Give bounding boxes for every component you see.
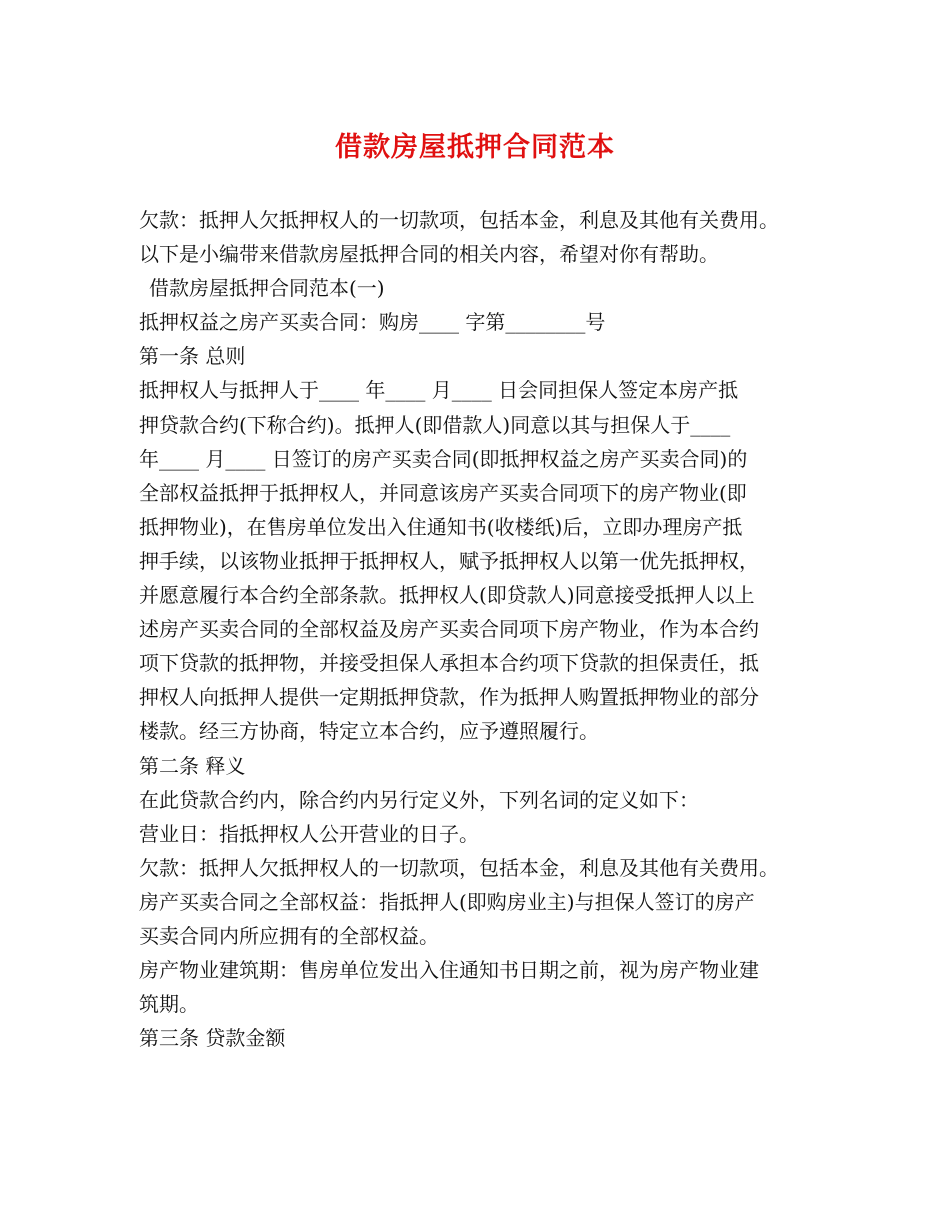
- paragraph-line: 抵押物业)，在售房单位发出入住通知书(收楼纸)后，立即办理房产抵: [139, 514, 743, 539]
- paragraph-line: 营业日：指抵押权人公开营业的日子。: [139, 821, 479, 846]
- article-heading: 第三条 贷款金额: [139, 1026, 286, 1051]
- paragraph-line: 筑期。: [139, 992, 199, 1017]
- paragraph-line: 楼款。经三方协商，特定立本合约，应予遵照履行。: [139, 719, 599, 744]
- paragraph-line: 抵押权益之房产买卖合同：购房____ 字第________号: [139, 310, 606, 335]
- paragraph-line: 全部权益抵押于抵押权人，并同意该房产买卖合同项下的房产物业(即: [139, 480, 747, 505]
- paragraph-line: 押权人向抵押人提供一定期抵押贷款，作为抵押人购置抵押物业的部分: [139, 685, 759, 710]
- paragraph-line: 押手续，以该物业抵押于抵押权人，赋予抵押权人以第一优先抵押权，: [139, 548, 759, 573]
- section-heading: 借款房屋抵押合同范本(一): [149, 276, 385, 301]
- paragraph-line: 年____ 月____ 日签订的房产买卖合同(即抵押权益之房产买卖合同)的: [139, 446, 748, 471]
- paragraph-line: 在此贷款合约内，除合约内另行定义外，下列名词的定义如下：: [139, 787, 699, 812]
- article-heading: 第一条 总则: [139, 344, 246, 369]
- paragraph-line: 欠款：抵押人欠抵押权人的一切款项，包括本金，利息及其他有关费用。: [139, 855, 779, 880]
- paragraph-line: 述房产买卖合同的全部权益及房产买卖合同项下房产物业，作为本合约: [139, 617, 759, 642]
- paragraph-line: 房产买卖合同之全部权益：指抵押人(即购房业主)与担保人签订的房产: [139, 889, 755, 914]
- paragraph-line: 欠款：抵押人欠抵押权人的一切款项，包括本金，利息及其他有关费用。: [139, 208, 779, 232]
- paragraph-line: 并愿意履行本合约全部条款。抵押权人(即贷款人)同意接受抵押人以上: [139, 583, 755, 608]
- paragraph-line: 抵押权人与抵押人于____ 年____ 月____ 日会同担保人签定本房产抵: [139, 378, 739, 403]
- document-title: 借款房屋抵押合同范本: [335, 132, 615, 163]
- document-body: [139, 203, 829, 1055]
- paragraph-line: 买卖合同内所应拥有的全部权益。: [139, 923, 439, 948]
- paragraph-line: 房产物业建筑期：售房单位发出入住通知书日期之前，视为房产物业建: [139, 958, 759, 983]
- paragraph-line: 以下是小编带来借款房屋抵押合同的相关内容，希望对你有帮助。: [139, 242, 719, 267]
- article-heading: 第二条 释义: [139, 753, 246, 778]
- paragraph-line: 押贷款合约(下称合约)。抵押人(即借款人)同意以其与担保人于____: [139, 412, 731, 437]
- paragraph-line: 项下贷款的抵押物，并接受担保人承担本合约项下贷款的担保责任，抵: [139, 651, 759, 676]
